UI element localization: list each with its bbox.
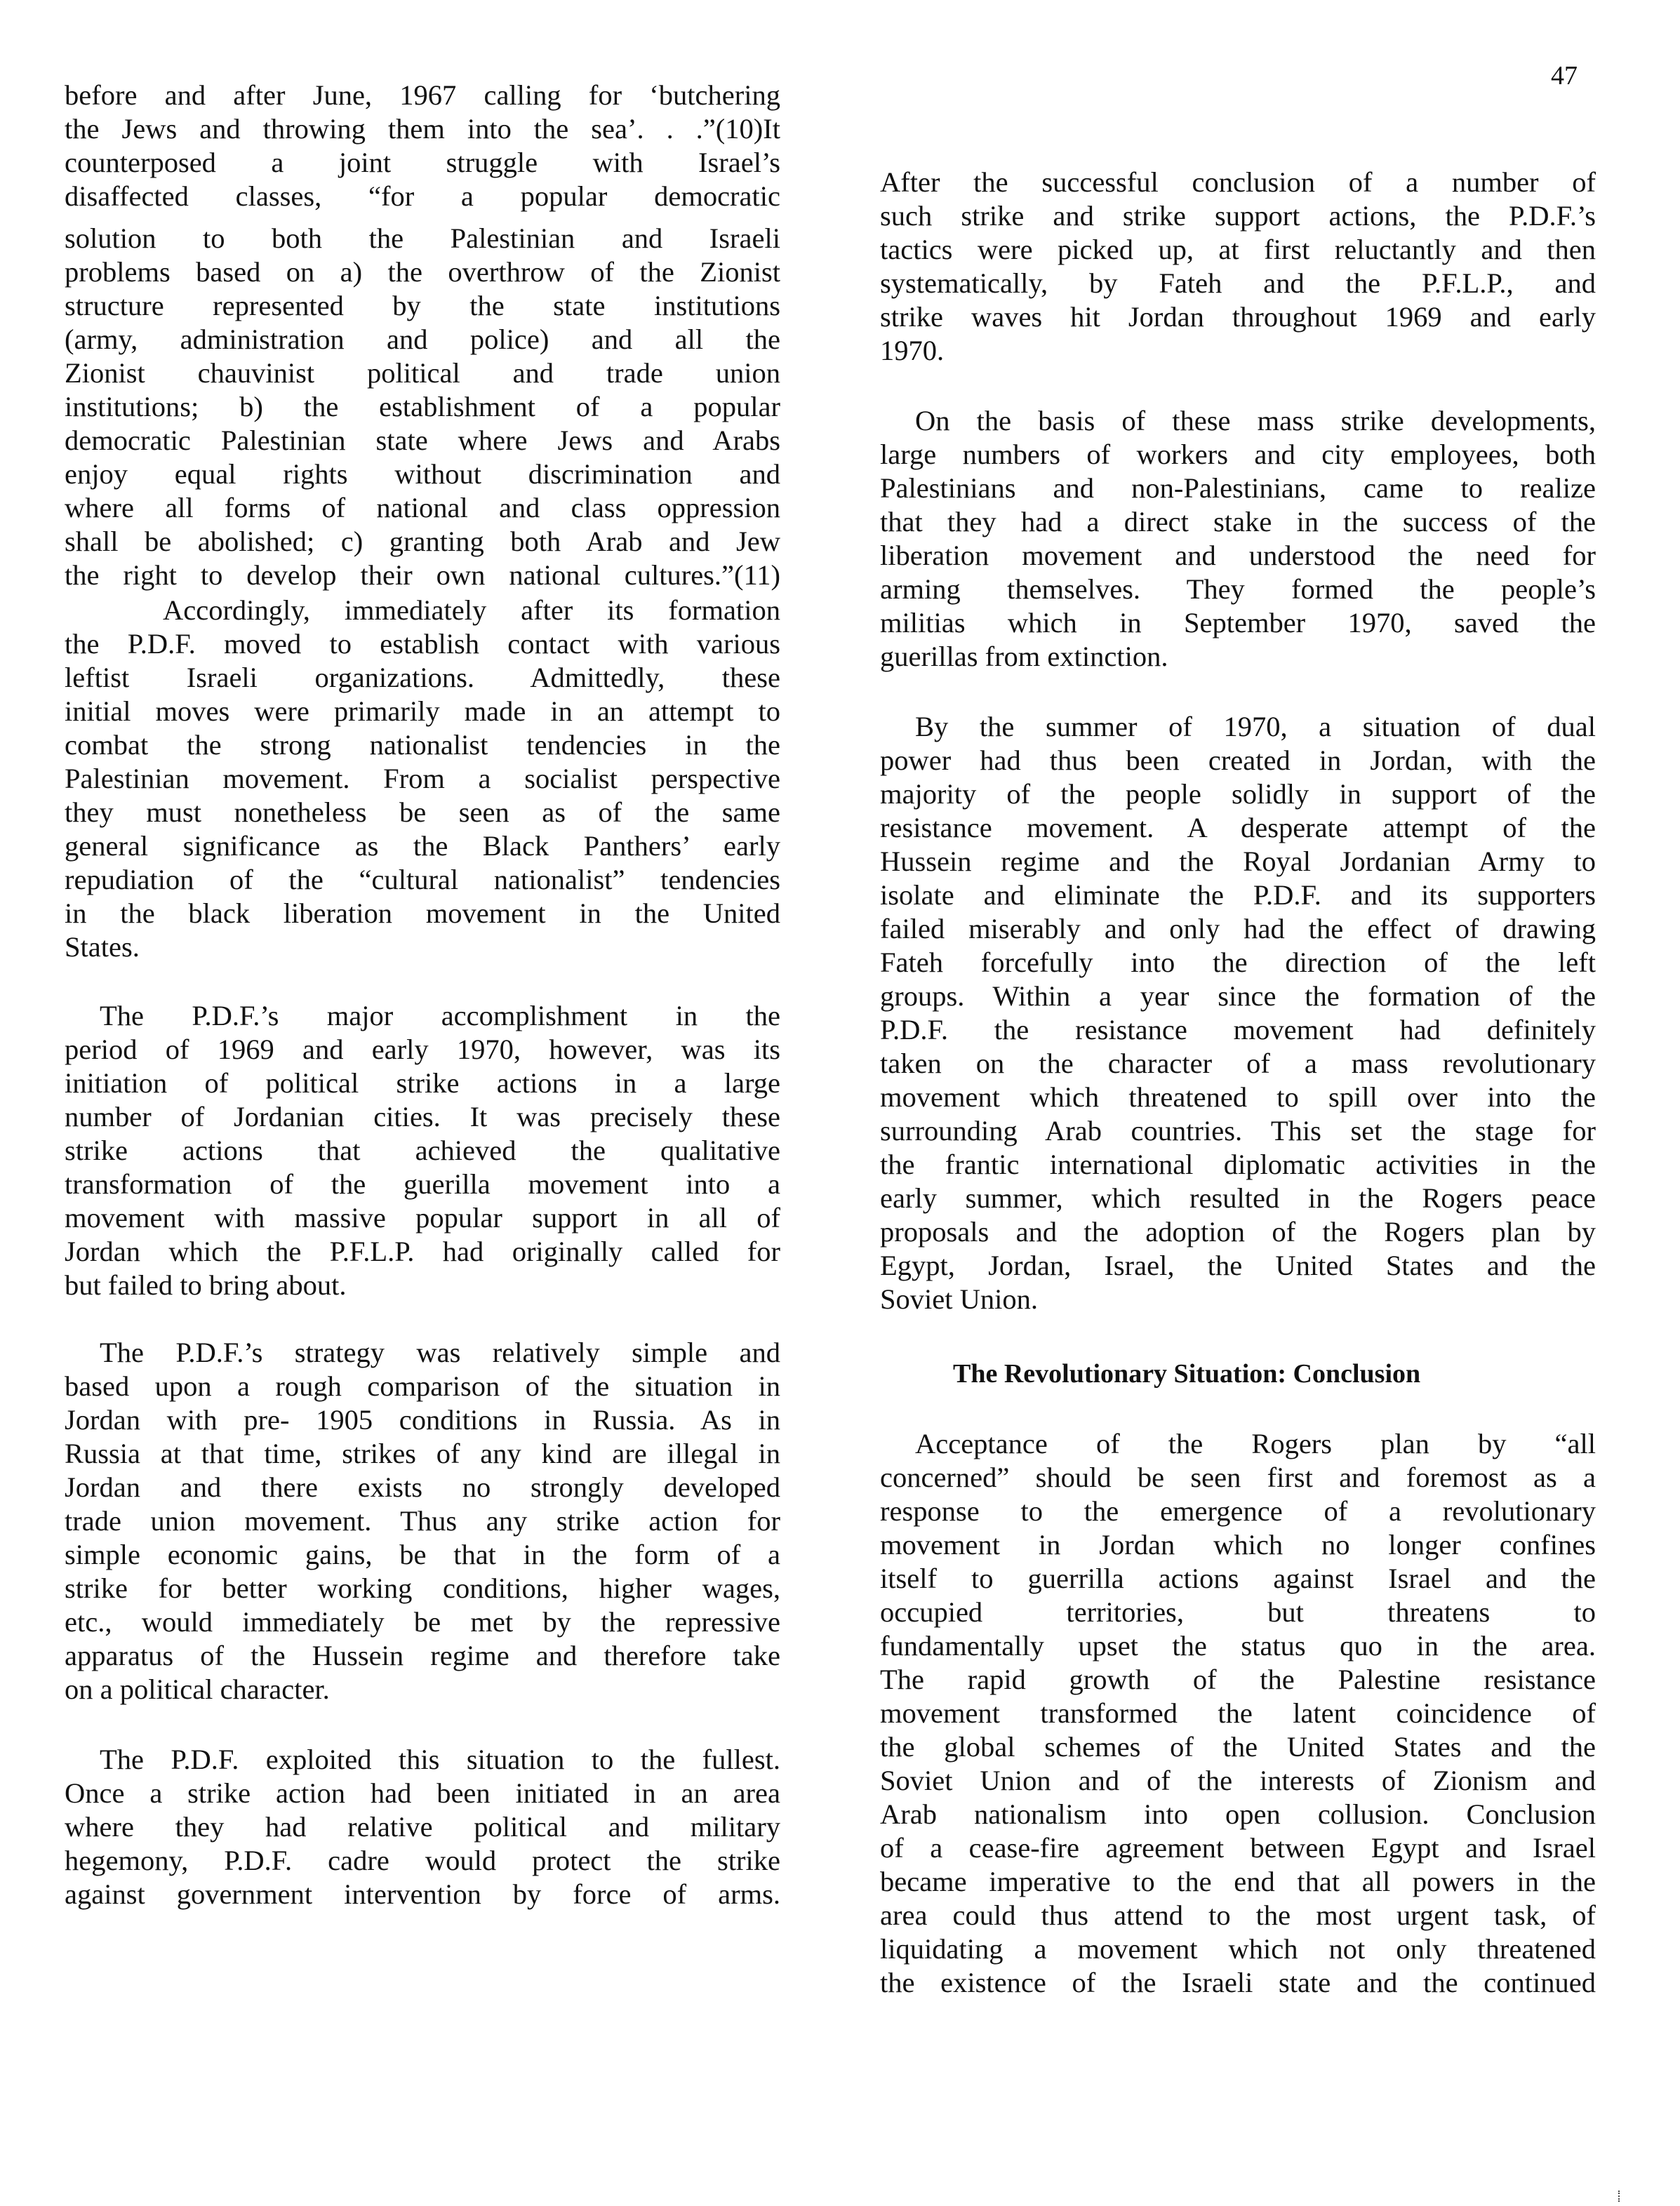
text-line: initiation of political strike actions in a large xyxy=(65,1067,780,1099)
text-line: combat the strong nationalist tendencies in the xyxy=(65,729,780,761)
text-line: movement in Jordan which no longer confines xyxy=(880,1529,1596,1560)
text-line: The P.D.F.’s major accomplishment in the xyxy=(100,1000,780,1031)
text-line: taken on the character of a mass revolutionary xyxy=(880,1048,1596,1079)
text-line: Jordan which the P.F.L.P. had originally called for xyxy=(65,1236,780,1267)
text-line: large numbers of workers and city employees, both xyxy=(880,439,1596,470)
text-line: but failed to bring about. xyxy=(65,1269,347,1301)
text-line: The P.D.F.’s strategy was relatively simple and xyxy=(100,1337,780,1368)
text-line: Russia at that time, strikes of any kind are illegal in xyxy=(65,1438,780,1469)
text-line: concerned” should be seen first and foremost as a xyxy=(880,1462,1596,1493)
text-line: trade union movement. Thus any strike action for xyxy=(65,1505,780,1537)
text-line: that they had a direct stake in the success of the xyxy=(880,506,1596,537)
text-line: the frantic international diplomatic activities in the xyxy=(880,1149,1596,1180)
text-line: States. xyxy=(65,931,140,963)
text-line: Once a strike action had been initiated in an area xyxy=(65,1777,780,1809)
text-line: such strike and strike support actions, the P.D.F.’s xyxy=(880,200,1596,232)
text-line: repudiation of the “cultural nationalist” tendencies xyxy=(65,864,780,895)
text-line: Jordan and there exists no strongly developed xyxy=(65,1471,780,1503)
text-line: strike actions that achieved the qualitative xyxy=(65,1135,780,1166)
text-line: strike waves hit Jordan throughout 1969 and early xyxy=(880,301,1596,333)
text-line: solution to both the Palestinian and Israeli xyxy=(65,222,780,254)
text-line: On the basis of these mass strike developments, xyxy=(915,405,1596,436)
text-line: After the successful conclusion of a number of xyxy=(880,166,1596,198)
text-line: Arab nationalism into open collusion. Conclusion xyxy=(880,1798,1596,1830)
text-line: Jordan with pre- 1905 conditions in Russia. As in xyxy=(65,1404,780,1436)
text-line: systematically, by Fateh and the P.F.L.P., and xyxy=(880,267,1596,299)
text-line: arming themselves. They formed the people’s xyxy=(880,573,1596,605)
text-line: By the summer of 1970, a situation of dual xyxy=(915,711,1596,742)
text-line: Egypt, Jordan, Israel, the United States and the xyxy=(880,1250,1596,1281)
text-line: number of Jordanian cities. It was precisely these xyxy=(65,1101,780,1132)
text-line: The P.D.F. exploited this situation to the fullest. xyxy=(100,1744,780,1775)
scan-artifact xyxy=(1618,2191,1621,2202)
text-line: Fateh forcefully into the direction of the left xyxy=(880,947,1596,978)
text-line: Accordingly, immediately after its formation xyxy=(163,594,780,626)
text-line: movement which threatened to spill over into the xyxy=(880,1081,1596,1113)
text-line: strike for better working conditions, higher wages, xyxy=(65,1572,780,1604)
page-number: 47 xyxy=(1551,61,1578,91)
text-line: guerillas from extinction. xyxy=(880,641,1168,672)
text-line: hegemony, P.D.F. cadre would protect the strike xyxy=(65,1845,780,1876)
text-line: (army, administration and police) and all the xyxy=(65,323,780,355)
text-line: liberation movement and understood the need for xyxy=(880,540,1596,571)
text-line: Palestinians and non-Palestinians, came to realize xyxy=(880,472,1596,504)
text-line: Soviet Union and of the interests of Zionism and xyxy=(880,1765,1596,1796)
text-line: Hussein regime and the Royal Jordanian Army to xyxy=(880,845,1596,877)
text-line: movement transformed the latent coincidence of xyxy=(880,1697,1596,1729)
text-line: simple economic gains, be that in the form of a xyxy=(65,1539,780,1570)
text-line: surrounding Arab countries. This set the stage for xyxy=(880,1115,1596,1147)
text-line: leftist Israeli organizations. Admittedly, these xyxy=(65,662,780,693)
text-line: enjoy equal rights without discrimination and xyxy=(65,458,780,490)
text-line: in the black liberation movement in the United xyxy=(65,897,780,929)
text-line: etc., would immediately be met by the repressive xyxy=(65,1606,780,1638)
text-line: of a cease-fire agreement between Egypt and Israel xyxy=(880,1832,1596,1864)
text-line: P.D.F. the resistance movement had definitely xyxy=(880,1014,1596,1045)
text-line: resistance movement. A desperate attempt of the xyxy=(880,812,1596,843)
text-line: Acceptance of the Rogers plan by “all xyxy=(915,1428,1596,1459)
text-line: Soviet Union. xyxy=(880,1283,1039,1315)
text-line: disaffected classes, “for a popular democratic xyxy=(65,180,780,212)
text-line: majority of the people solidly in support of the xyxy=(880,778,1596,810)
text-line: general significance as the Black Panthers’ early xyxy=(65,830,780,862)
text-line: shall be abolished; c) granting both Arab and Jew xyxy=(65,526,780,557)
text-line: occupied territories, but threatens to xyxy=(880,1596,1596,1628)
text-line: early summer, which resulted in the Rogers peace xyxy=(880,1182,1596,1214)
text-line: liquidating a movement which not only threatened xyxy=(880,1933,1596,1965)
text-line: groups. Within a year since the formation of the xyxy=(880,980,1596,1012)
text-line: counterposed a joint struggle with Israel’s xyxy=(65,147,780,178)
text-line: on a political character. xyxy=(65,1673,330,1705)
text-line: tactics were picked up, at first reluctantly and then xyxy=(880,234,1596,265)
text-line: the P.D.F. moved to establish contact with various xyxy=(65,628,780,660)
text-line: apparatus of the Hussein regime and therefore take xyxy=(65,1640,780,1671)
text-line: period of 1969 and early 1970, however, was its xyxy=(65,1034,780,1065)
text-line: against government intervention by force of arms. xyxy=(65,1878,780,1910)
text-line: proposals and the adoption of the Rogers plan by xyxy=(880,1216,1596,1248)
text-line: problems based on a) the overthrow of the Zionist xyxy=(65,256,780,288)
text-line: the existence of the Israeli state and the continued xyxy=(880,1967,1596,1998)
text-line: where all forms of national and class oppression xyxy=(65,492,780,523)
text-line: became imperative to the end that all powers in the xyxy=(880,1866,1596,1897)
text-line: Palestinian movement. From a socialist perspective xyxy=(65,763,780,794)
text-line: they must nonetheless be seen as of the same xyxy=(65,796,780,828)
text-line: transformation of the guerilla movement into a xyxy=(65,1168,780,1200)
text-line: fundamentally upset the status quo in the area. xyxy=(880,1630,1596,1662)
text-line: movement with massive popular support in all of xyxy=(65,1202,780,1234)
text-line: area could thus attend to the most urgent task, of xyxy=(880,1899,1596,1931)
text-line: 1970. xyxy=(880,335,945,366)
text-line: militias which in September 1970, saved the xyxy=(880,607,1596,639)
section-heading: The Revolutionary Situation: Conclusion xyxy=(953,1359,1421,1389)
text-line: before and after June, 1967 calling for ‘butchering xyxy=(65,79,780,111)
text-line: the right to develop their own national cultures.”(11) xyxy=(65,559,780,591)
text-line: the global schemes of the United States and the xyxy=(880,1731,1596,1763)
text-line: power had thus been created in Jordan, with the xyxy=(880,744,1596,776)
text-line: institutions; b) the establishment of a popular xyxy=(65,391,780,422)
text-line: structure represented by the state institutions xyxy=(65,290,780,321)
text-line: where they had relative political and military xyxy=(65,1811,780,1843)
text-line: based upon a rough comparison of the situation in xyxy=(65,1370,780,1402)
text-line: the Jews and throwing them into the sea’. . .”(10)It xyxy=(65,113,780,145)
text-line: democratic Palestinian state where Jews and Arabs xyxy=(65,425,780,456)
text-line: The rapid growth of the Palestine resistance xyxy=(880,1664,1596,1695)
text-line: itself to guerrilla actions against Israel and the xyxy=(880,1563,1596,1594)
text-line: response to the emergence of a revolutionary xyxy=(880,1495,1596,1527)
text-line: failed miserably and only had the effect of drawing xyxy=(880,913,1596,944)
text-line: isolate and eliminate the P.D.F. and its supporters xyxy=(880,879,1596,911)
text-line: initial moves were primarily made in an attempt to xyxy=(65,695,780,727)
text-line: Zionist chauvinist political and trade union xyxy=(65,357,780,389)
